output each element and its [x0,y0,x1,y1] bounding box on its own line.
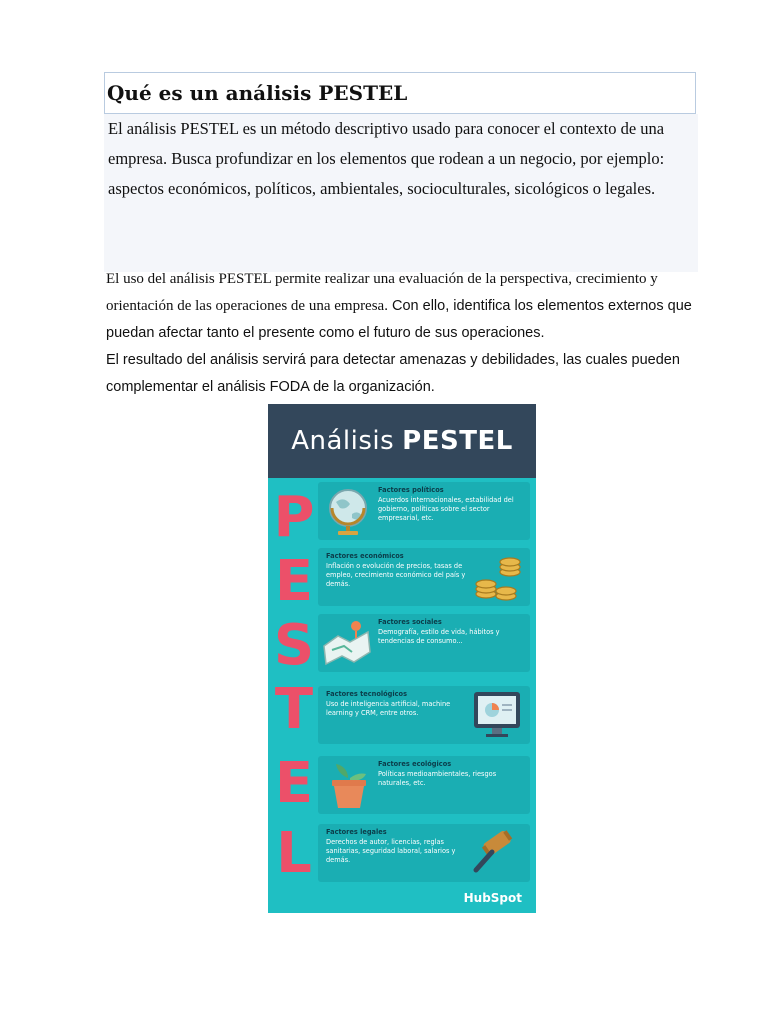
monitor-icon [470,688,524,742]
factor-sociales-text [378,618,528,646]
paragraph-2-serif: El uso del análisis PESTEL permite realizar una evaluación de la perspectiva, crecimiento y orientación de las operaciones de una empresa. [106,271,658,314]
factor-heading: Factores económicos [326,552,404,560]
factor-legales [318,824,530,882]
factor-politicos [318,482,530,540]
factor-body: Acuerdos internacionales, estabilidad del gobierno, políticas sobre el sector empresarial, etc. [378,496,514,522]
infographic-title-bold: PESTEL [402,426,513,456]
factor-body: Uso de inteligencia artificial, machine learning y CRM, entre otros. [326,700,451,717]
title-box [104,72,696,114]
factor-heading: Factores sociales [378,618,442,626]
factor-heading: Factores legales [326,828,387,836]
hubspot-logo: HubSpot [463,891,522,905]
letter-l: L [276,821,312,886]
factor-body: Derechos de autor, licencias, reglas sanitarias, seguridad laboral, salarios y demás. [326,838,456,864]
factor-tecnologicos [318,686,530,744]
letter-e: E [274,549,314,614]
factor-heading: Factores políticos [378,486,444,494]
infographic-header [268,404,536,478]
plant-pot-icon [322,758,376,812]
factor-tecnologicos-text [326,690,476,718]
factor-economicos [318,548,530,606]
factor-body: Inflación o evolución de precios, tasas de empleo, crecimiento económico del país y demás. [326,562,466,588]
map-icon [320,616,374,670]
factor-ecologicos [318,756,530,814]
factor-ecologicos-text [378,760,528,788]
intro-paragraph-block [104,114,698,272]
coins-icon [470,550,524,604]
factor-politicos-text [378,486,528,523]
factor-heading: Factores ecológicos [378,760,452,768]
infographic-title-light: Análisis [291,426,395,456]
pestel-infographic [268,404,536,913]
factor-sociales [318,614,530,672]
factor-body: Demografía, estilo de vida, hábitos y tendencias de consumo... [378,628,500,645]
page-title: Qué es un análisis PESTEL [107,81,408,105]
intro-paragraph: El análisis PESTEL es un método descriptivo usado para conocer el contexto de una empresa. Busca profundizar en los elementos que rodean a un negocio, por ejemplo: aspectos económicos, políticos, ambientales, socioculturales, sicológicos o legales. [108,119,665,198]
letter-e2: E [274,751,314,816]
factor-economicos-text [326,552,476,589]
letter-p: P [273,485,315,550]
factor-body: Políticas medioambientales, riesgos naturales, etc. [378,770,497,787]
paragraph-3: El resultado del análisis servirá para detectar amenazas y debilidades, las cuales pueden complementar el análisis FODA de la organización. [106,352,680,395]
letter-s: S [273,613,315,678]
letter-t: T [274,677,314,742]
paragraph-2 [106,266,706,347]
factor-legales-text [326,828,476,865]
factor-heading: Factores tecnológicos [326,690,407,698]
paragraph-2-sans: Con ello, identifica los elementos externos que puedan afectar tanto el presente como el futuro de sus operaciones. [106,298,692,341]
globe-icon [322,484,376,538]
body-text [106,266,706,401]
gavel-icon [468,826,522,880]
